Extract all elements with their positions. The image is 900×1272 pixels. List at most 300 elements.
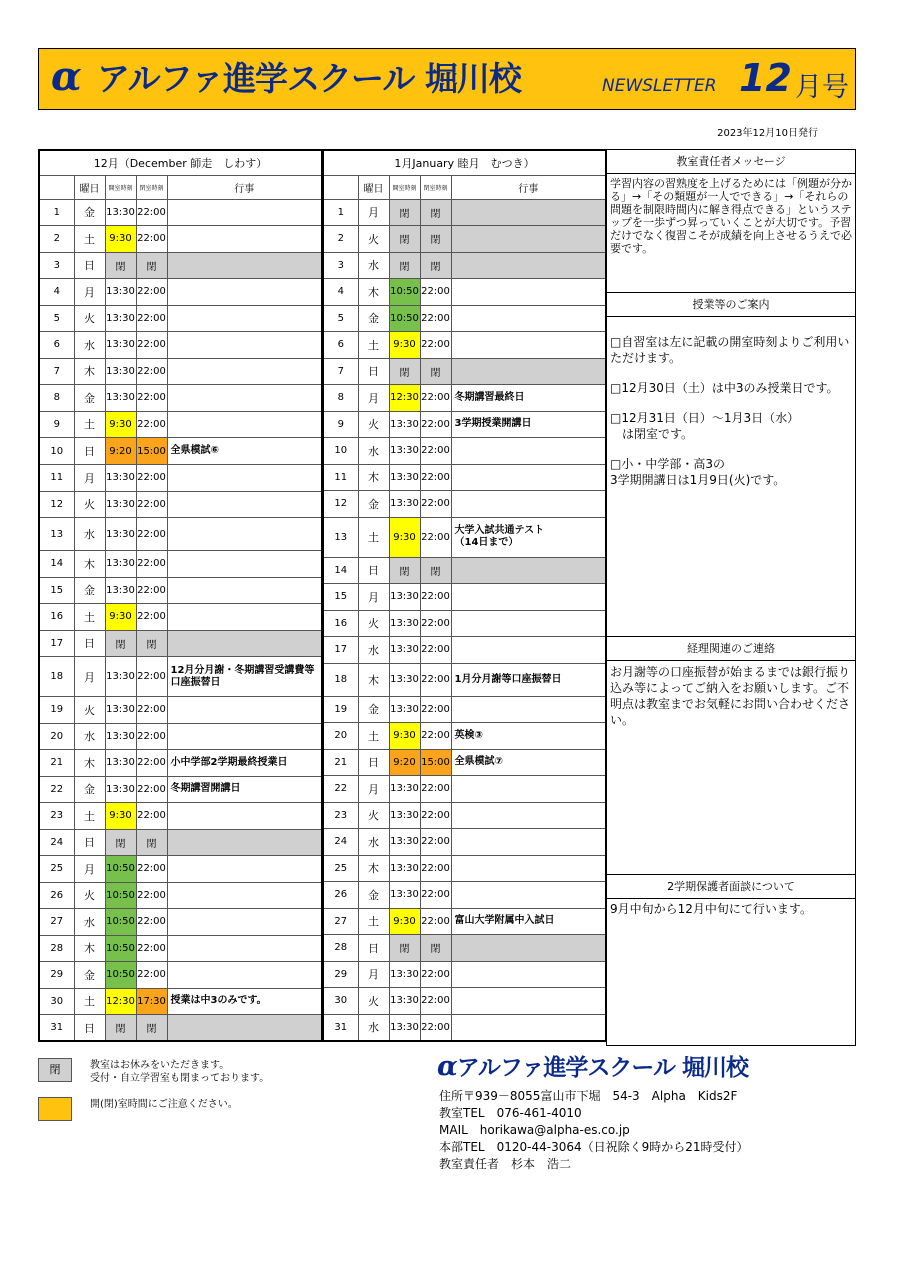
- close-time: 22:00: [136, 577, 167, 604]
- event: [451, 988, 606, 1015]
- calendar-row: [323, 908, 606, 935]
- open-time: 13:30: [105, 491, 136, 518]
- school-name: アルファ進学スクール 堀川校: [97, 59, 521, 98]
- open-time: 閉: [105, 252, 136, 279]
- day-of-week: 水: [358, 637, 389, 664]
- event: [167, 551, 322, 578]
- open-time: 13:30: [389, 696, 420, 723]
- event: [167, 332, 322, 359]
- open-time: 閉: [389, 557, 420, 584]
- day-number: 27: [323, 908, 358, 935]
- day-of-week: 水: [358, 438, 389, 465]
- day-number: 3: [323, 252, 358, 279]
- close-time: 22:00: [420, 411, 451, 438]
- day-number: 16: [323, 610, 358, 637]
- open-time: 13:30: [389, 637, 420, 664]
- event: [167, 1015, 322, 1042]
- day-of-week: 日: [74, 1015, 105, 1042]
- calendar-row: [39, 226, 322, 253]
- close-time: 22:00: [136, 803, 167, 830]
- day-number: 4: [39, 279, 74, 306]
- open-time: 10:50: [389, 305, 420, 332]
- class-info-list: [610, 334, 854, 502]
- event: [451, 226, 606, 253]
- open-time: 13:30: [389, 411, 420, 438]
- close-time: 22:00: [136, 279, 167, 306]
- close-time: 22:00: [136, 935, 167, 962]
- day-of-week: 土: [358, 517, 389, 557]
- close-time: 22:00: [136, 856, 167, 883]
- event: 冬期講習開講日: [167, 776, 322, 803]
- alpha-logo-icon: α: [51, 53, 82, 100]
- event: [167, 604, 322, 631]
- day-of-week: 土: [358, 723, 389, 750]
- day-number: 30: [39, 988, 74, 1015]
- event: [451, 776, 606, 803]
- open-time: 9:30: [105, 411, 136, 438]
- event: [451, 882, 606, 909]
- calendar-row: [323, 935, 606, 962]
- event: [451, 332, 606, 359]
- close-time: 22:00: [420, 637, 451, 664]
- calendar-row: [323, 252, 606, 279]
- close-time: 22:00: [136, 226, 167, 253]
- event: [167, 723, 322, 750]
- close-time: 22:00: [136, 657, 167, 697]
- accounting-title: 経理関連のご連絡: [607, 636, 855, 661]
- calendar-row: [323, 637, 606, 664]
- class-info-item: □12月31日（日）～1月3日（水） は閉室です。: [610, 411, 800, 441]
- day-number: 1: [39, 199, 74, 226]
- day-of-week: 月: [358, 584, 389, 611]
- open-time: 9:30: [389, 908, 420, 935]
- close-time: 22:00: [136, 411, 167, 438]
- day-number: 5: [323, 305, 358, 332]
- class-info-item: □小・中学部・高3の 3学期開講日は1月9日(火)です。: [610, 457, 786, 487]
- close-time: 22:00: [420, 517, 451, 557]
- day-number: 23: [323, 802, 358, 829]
- dow-header: 曜日: [358, 175, 389, 199]
- newsletter-label: NEWSLETTER: [602, 76, 717, 96]
- open-time: 10:50: [105, 962, 136, 989]
- day-of-week: 日: [358, 749, 389, 776]
- calendar-row: [323, 749, 606, 776]
- contact-phone: 教室TEL 076-461-4010: [439, 1106, 582, 1120]
- interview-title: 2学期保護者面談について: [607, 874, 855, 899]
- open-time: 13:30: [389, 1014, 420, 1041]
- day-of-week: 土: [74, 803, 105, 830]
- close-time: 22:00: [420, 988, 451, 1015]
- event: [167, 630, 322, 657]
- calendar-row: [39, 438, 322, 465]
- close-time: 閉: [420, 252, 451, 279]
- event: [451, 438, 606, 465]
- day-of-week: 火: [74, 305, 105, 332]
- day-of-week: 木: [358, 279, 389, 306]
- calendar-row: [39, 988, 322, 1015]
- day-of-week: 金: [74, 962, 105, 989]
- alpha-logo-icon: α: [437, 1051, 457, 1082]
- close-time: 22:00: [420, 696, 451, 723]
- close-time: 15:00: [136, 438, 167, 465]
- legend-closed-text: 教室はお休みをいただきます。 受付・自立学習室も閉まっております。: [90, 1060, 270, 1084]
- close-time: 15:00: [420, 749, 451, 776]
- message-column: [606, 149, 856, 1046]
- day-number: 10: [39, 438, 74, 465]
- calendar-row: [39, 803, 322, 830]
- calendar-row: [323, 491, 606, 518]
- day-number: 30: [323, 988, 358, 1015]
- close-time: 22:00: [420, 802, 451, 829]
- open-time: 13:30: [105, 305, 136, 332]
- calendar-row: [39, 750, 322, 777]
- day-number: 8: [39, 385, 74, 412]
- calendar-row: [323, 464, 606, 491]
- event: [167, 882, 322, 909]
- day-of-week: 日: [358, 557, 389, 584]
- december-calendar: [38, 149, 323, 1042]
- open-time: 9:30: [389, 332, 420, 359]
- close-time: 閉: [136, 829, 167, 856]
- day-number: 28: [39, 935, 74, 962]
- issue-date: 2023年12月10日発行: [717, 128, 818, 139]
- day-number: 12: [39, 491, 74, 518]
- day-of-week: 水: [74, 723, 105, 750]
- day-number: 19: [323, 696, 358, 723]
- day-of-week: 土: [74, 411, 105, 438]
- close-time: 閉: [420, 199, 451, 226]
- open-time: 12:30: [389, 385, 420, 412]
- close-time-header: 閉室時刻: [420, 175, 451, 199]
- event: 大学入試共通テスト （14日まで）: [451, 517, 606, 557]
- contact-mail: MAIL horikawa@alpha-es.co.jp: [439, 1123, 630, 1137]
- event: [167, 577, 322, 604]
- event: [451, 802, 606, 829]
- event: [451, 491, 606, 518]
- day-number: 17: [323, 637, 358, 664]
- day-of-week: 水: [358, 829, 389, 856]
- calendar-row: [323, 855, 606, 882]
- day-of-week: 火: [358, 802, 389, 829]
- close-time: 22:00: [420, 1014, 451, 1041]
- calendar-row: [39, 252, 322, 279]
- open-time: 10:50: [105, 909, 136, 936]
- day-of-week: 木: [74, 750, 105, 777]
- open-time: 9:30: [105, 803, 136, 830]
- calendar-row: [39, 411, 322, 438]
- calendar-row: [323, 279, 606, 306]
- open-time: 13:30: [105, 551, 136, 578]
- close-time: 22:00: [420, 776, 451, 803]
- calendar-row: [39, 962, 322, 989]
- issue-month: 12: [739, 56, 792, 100]
- open-time-header: 開室時刻: [105, 175, 136, 199]
- close-time: 22:00: [136, 199, 167, 226]
- day-of-week: 月: [358, 776, 389, 803]
- close-time: 22:00: [136, 358, 167, 385]
- contact-hq-phone: 本部TEL 0120-44-3064（日祝除く9時から21時受付）: [439, 1140, 749, 1154]
- calendar-row: [39, 657, 322, 697]
- day-number: 29: [39, 962, 74, 989]
- open-time: 閉: [389, 252, 420, 279]
- open-time: 9:30: [105, 226, 136, 253]
- open-time: 10:50: [105, 935, 136, 962]
- calendar-row: [39, 856, 322, 883]
- day-of-week: 日: [74, 252, 105, 279]
- day-of-week: 火: [358, 226, 389, 253]
- day-number: 6: [323, 332, 358, 359]
- close-time: 22:00: [420, 305, 451, 332]
- day-of-week: 土: [74, 988, 105, 1015]
- event: [167, 305, 322, 332]
- manager-message-title: 教室責任者メッセージ: [607, 149, 855, 174]
- day-number: 4: [323, 279, 358, 306]
- event: 英検③: [451, 723, 606, 750]
- close-time: 閉: [420, 557, 451, 584]
- calendar-row: [323, 332, 606, 359]
- day-number: 15: [323, 584, 358, 611]
- calendar-row: [323, 663, 606, 696]
- day-of-week: 金: [358, 491, 389, 518]
- day-number: 13: [39, 518, 74, 551]
- day-number: 14: [323, 557, 358, 584]
- event: [167, 697, 322, 724]
- event: [451, 855, 606, 882]
- calendar-row: [323, 776, 606, 803]
- open-time: 9:30: [105, 604, 136, 631]
- day-of-week: 木: [358, 663, 389, 696]
- contact-address: 住所〒939－8055富山市下堀 54-3 Alpha Kids2F: [439, 1089, 738, 1103]
- close-time: 22:00: [136, 776, 167, 803]
- open-time: 13:30: [105, 385, 136, 412]
- calendar-row: [323, 358, 606, 385]
- close-time: 22:00: [136, 465, 167, 492]
- close-time: 17:30: [136, 988, 167, 1015]
- day-number: 11: [323, 464, 358, 491]
- open-time: 9:30: [389, 517, 420, 557]
- contact-manager: 教室責任者 杉本 浩二: [439, 1157, 572, 1171]
- day-of-week: 火: [74, 882, 105, 909]
- event: [167, 411, 322, 438]
- day-of-week: 月: [74, 465, 105, 492]
- close-time: 22:00: [420, 464, 451, 491]
- open-time-header: 開室時刻: [389, 175, 420, 199]
- event: [451, 961, 606, 988]
- open-time: 12:30: [105, 988, 136, 1015]
- calendar-row: [323, 385, 606, 412]
- event: [167, 829, 322, 856]
- day-number: 25: [323, 855, 358, 882]
- open-time: 9:20: [389, 749, 420, 776]
- close-time: 22:00: [420, 829, 451, 856]
- day-of-week: 日: [358, 935, 389, 962]
- day-of-week: 火: [358, 610, 389, 637]
- day-number: 18: [323, 663, 358, 696]
- day-of-week: 土: [74, 226, 105, 253]
- legend-notice-swatch: [38, 1097, 72, 1121]
- calendar-row: [39, 1015, 322, 1042]
- close-time: 閉: [420, 358, 451, 385]
- footer-logo: [437, 1049, 748, 1082]
- class-info-item: □12月30日（土）は中3のみ授業日です。: [610, 381, 839, 395]
- event: 小中学部2学期最終授業日: [167, 750, 322, 777]
- close-time: 閉: [136, 252, 167, 279]
- day-of-week: 日: [74, 630, 105, 657]
- open-time: 13:30: [105, 465, 136, 492]
- open-time: 9:20: [105, 438, 136, 465]
- event-header: 行事: [167, 175, 322, 199]
- open-time: 閉: [389, 358, 420, 385]
- day-number: 26: [39, 882, 74, 909]
- legend-notice-text: 開(閉)室時間にご注意ください。: [90, 1099, 238, 1110]
- day-of-week: 金: [74, 577, 105, 604]
- calendar-row: [323, 438, 606, 465]
- day-number: 22: [323, 776, 358, 803]
- open-time: 閉: [389, 199, 420, 226]
- open-time: 9:30: [389, 723, 420, 750]
- event: 全県模試⑦: [451, 749, 606, 776]
- day-number: 28: [323, 935, 358, 962]
- day-number: 20: [323, 723, 358, 750]
- event-header: 行事: [451, 175, 606, 199]
- close-time: 22:00: [136, 491, 167, 518]
- close-time: 22:00: [136, 604, 167, 631]
- close-time: 22:00: [136, 750, 167, 777]
- close-time: 22:00: [420, 663, 451, 696]
- day-of-week: 火: [358, 411, 389, 438]
- event: 授業は中3のみです。: [167, 988, 322, 1015]
- event: [451, 279, 606, 306]
- calendar-row: [39, 776, 322, 803]
- day-of-week: 木: [74, 935, 105, 962]
- calendar-row: [323, 988, 606, 1015]
- open-time: 13:30: [389, 855, 420, 882]
- calendar-row: [323, 305, 606, 332]
- open-time: 13:30: [105, 697, 136, 724]
- close-time: 22:00: [420, 882, 451, 909]
- day-of-week: 金: [74, 385, 105, 412]
- close-time: 閉: [136, 630, 167, 657]
- open-time: 閉: [105, 630, 136, 657]
- day-of-week: 土: [74, 604, 105, 631]
- close-time: 閉: [420, 226, 451, 253]
- event: [167, 385, 322, 412]
- event: [451, 637, 606, 664]
- calendar-row: [323, 802, 606, 829]
- close-time-header: 閉室時刻: [136, 175, 167, 199]
- event: [167, 358, 322, 385]
- calendar-row: [323, 226, 606, 253]
- open-time: 13:30: [389, 610, 420, 637]
- day-number: 7: [39, 358, 74, 385]
- day-of-week: 日: [74, 438, 105, 465]
- day-number: 1: [323, 199, 358, 226]
- calendar-row: [39, 465, 322, 492]
- event: 冬期講習最終日: [451, 385, 606, 412]
- event: [167, 935, 322, 962]
- day-of-week: 金: [358, 696, 389, 723]
- open-time: 閉: [105, 1015, 136, 1042]
- day-number: 6: [39, 332, 74, 359]
- event: 1月分月謝等口座振替日: [451, 663, 606, 696]
- event: [167, 279, 322, 306]
- calendar-row: [39, 199, 322, 226]
- open-time: 13:30: [105, 577, 136, 604]
- day-number: 10: [323, 438, 358, 465]
- day-of-week: 火: [358, 988, 389, 1015]
- open-time: 13:30: [105, 723, 136, 750]
- event: [167, 518, 322, 551]
- event: [167, 465, 322, 492]
- event: [167, 252, 322, 279]
- event: 12月分月謝・冬期講習受講費等口座振替日: [167, 657, 322, 697]
- calendar-row: [323, 723, 606, 750]
- event: [451, 610, 606, 637]
- day-of-week: 木: [74, 551, 105, 578]
- open-time: 13:30: [105, 199, 136, 226]
- day-of-week: 金: [74, 776, 105, 803]
- open-time: 13:30: [389, 882, 420, 909]
- calendar-row: [39, 332, 322, 359]
- close-time: 22:00: [420, 855, 451, 882]
- january-title: 1月January 睦月 むつき）: [323, 150, 606, 175]
- open-time: 10:50: [105, 882, 136, 909]
- day-number: 8: [323, 385, 358, 412]
- interview-text: 9月中旬から12月中旬にて行います。: [610, 902, 812, 916]
- day-number: 20: [39, 723, 74, 750]
- event: [167, 226, 322, 253]
- calendar-row: [39, 577, 322, 604]
- january-calendar: [322, 149, 607, 1042]
- day-of-week: 火: [74, 491, 105, 518]
- event: [451, 252, 606, 279]
- calendar-row: [39, 829, 322, 856]
- open-time: 閉: [105, 829, 136, 856]
- day-of-week: 月: [74, 856, 105, 883]
- calendar-row: [323, 829, 606, 856]
- class-info-title: 授業等のご案内: [607, 292, 855, 317]
- close-time: 22:00: [136, 697, 167, 724]
- event: [451, 829, 606, 856]
- event: [451, 305, 606, 332]
- open-time: 10:50: [389, 279, 420, 306]
- close-time: 22:00: [136, 962, 167, 989]
- calendar-row: [39, 935, 322, 962]
- manager-message-text: 学習内容の習熟度を上げるためには「例題が分かる」→「その類題が一人でできる」→「それらの問題を制限時間内に解き得点できる」というステップを一歩ずつ昇っていくことが大切です。予習だけでなく復習こそが成績を向上させるうえで必要です。: [610, 177, 852, 255]
- contact-info: [439, 1088, 749, 1173]
- close-time: 22:00: [136, 723, 167, 750]
- day-of-week: 土: [358, 332, 389, 359]
- open-time: 10:50: [105, 856, 136, 883]
- day-of-week: 月: [74, 657, 105, 697]
- day-number: 9: [39, 411, 74, 438]
- day-of-week: 水: [74, 332, 105, 359]
- calendar-row: [39, 358, 322, 385]
- event: [451, 199, 606, 226]
- footer-school-name: アルファ進学スクール 堀川校: [456, 1055, 748, 1081]
- open-time: 13:30: [389, 802, 420, 829]
- close-time: 22:00: [420, 491, 451, 518]
- event: 全県模試⑥: [167, 438, 322, 465]
- event: 富山大学附属中入試日: [451, 908, 606, 935]
- day-number: 11: [39, 465, 74, 492]
- close-time: 22:00: [136, 882, 167, 909]
- event: [451, 358, 606, 385]
- day-of-week: 水: [358, 1014, 389, 1041]
- open-time: 13:30: [389, 584, 420, 611]
- day-number: 29: [323, 961, 358, 988]
- close-time: 22:00: [420, 908, 451, 935]
